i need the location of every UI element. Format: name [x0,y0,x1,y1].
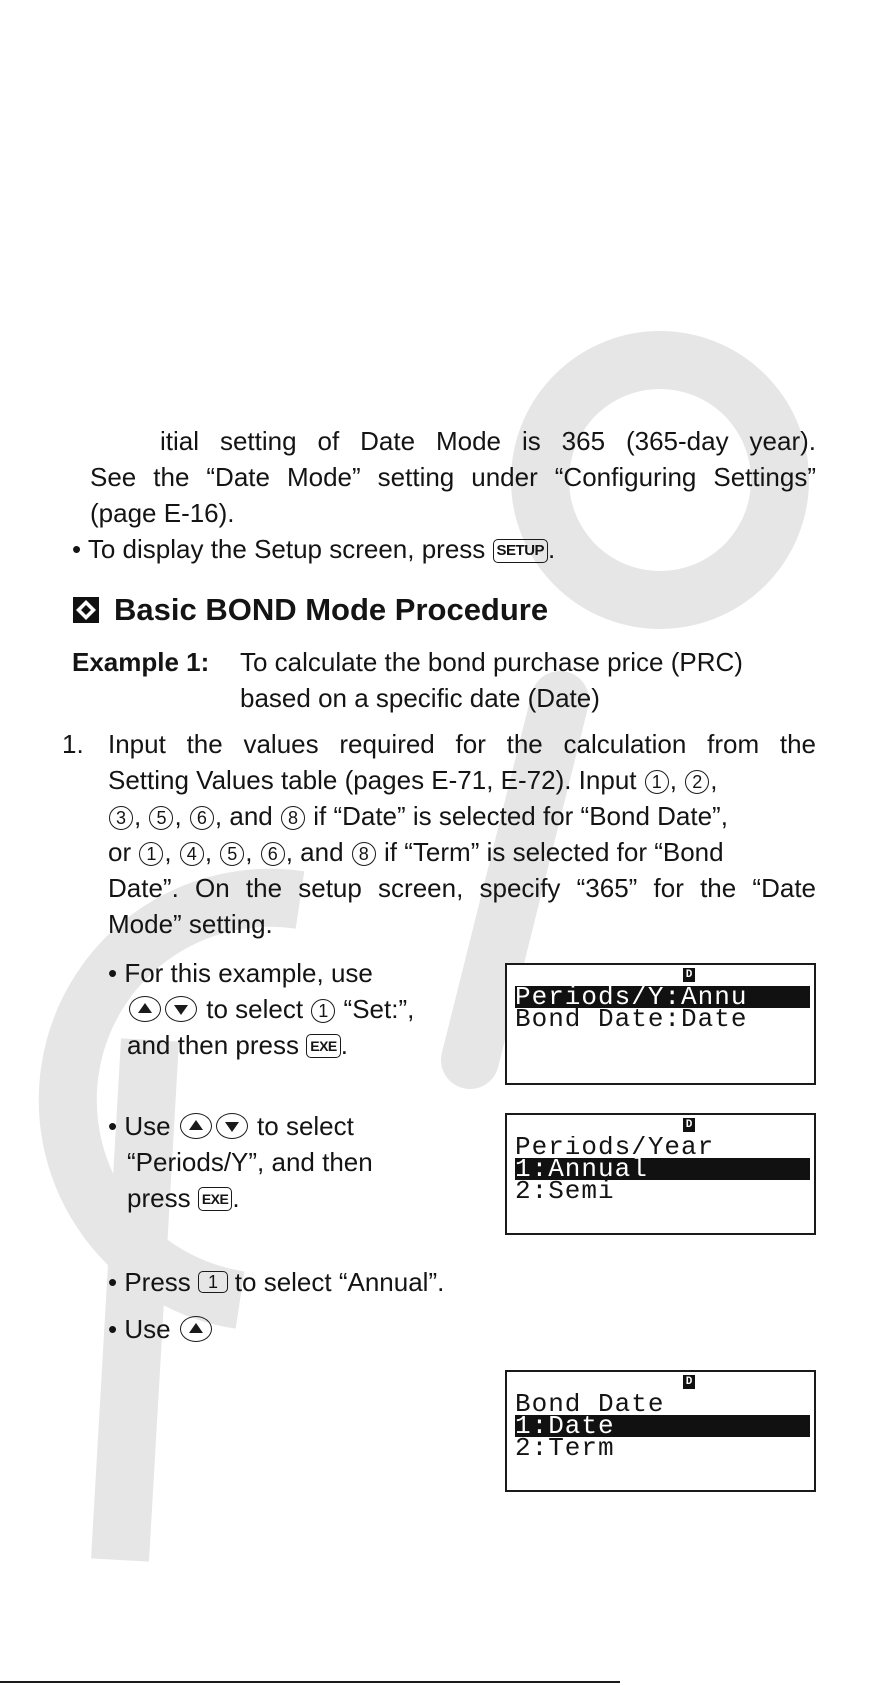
section-title: Basic BOND Mode Procedure [114,592,549,627]
lcd-row: Periods/Y:Annu [515,986,810,1008]
exe-key[interactable]: EXE [306,1034,341,1058]
circled-4: 4 [180,842,204,866]
key-1[interactable]: 1 [198,1271,228,1293]
circled-6: 6 [190,806,214,830]
up-arrow-key-icon[interactable] [180,1113,212,1139]
intro-line-3: (page E-16). [90,498,235,528]
step-1-line-5: Date”. On the setup screen, specify “365” for the “Date [108,873,816,903]
up-arrow-key-icon[interactable] [129,996,161,1022]
step-1-line-2: Setting Values table (pages E-71, E-72). Input 1 , 2 , [108,765,718,795]
lcd-screen-1 [505,963,816,1085]
example-label: Example 1: [72,647,210,677]
lcd-row: 1:Annual [515,1158,810,1180]
lcd-screen-2 [505,1113,816,1235]
bullet-1-line-3: and then press EXE . [127,1030,348,1060]
circled-8: 8 [281,806,305,830]
date-mode-indicator: D [683,1118,695,1132]
bullet-2-line-2: “Periods/Y”, and then [127,1147,373,1177]
bullet-2-line-3: press EXE . [127,1183,240,1213]
example-line-1: To calculate the bond purchase price (PRC) [240,647,743,677]
circled-5: 5 [149,806,173,830]
step-1-line-3: 3 , 5 , 6 , and 8 if “Date” is selected for “Bond Date”, [108,798,728,834]
bullet-2-line-1: • Use to select [108,1111,354,1141]
bullet-1-line-1: • For this example, use [108,958,373,988]
step-1-line-6: Mode” setting. [108,909,273,939]
lcd-row: Bond Date [515,1393,665,1415]
intro-line-2: See the “Date Mode” setting under “Configuring Settings” [90,462,816,492]
lcd-row: Bond Date:Date [515,1008,748,1030]
circled-6b: 6 [261,842,285,866]
section-heading [72,590,548,630]
bullet-1-line-2: to select 1 “Set:”, [127,991,414,1027]
section-marker-icon [72,596,100,624]
setup-bullet: • To display the Setup screen, press SETUP . [72,534,556,564]
date-mode-indicator: D [683,968,695,982]
exe-key[interactable]: EXE [198,1187,233,1211]
step-number: 1. [62,729,84,759]
lcd-row: 2:Term [515,1437,615,1459]
bullet-4: • Use [108,1311,214,1347]
circled-1b: 1 [139,842,163,866]
bullet-3: • Press 1 to select “Annual”. [108,1267,445,1297]
footer-rule [0,1681,620,1683]
step-1-line-4: or 1 , 4 , 5 , 6 , and 8 if “Term” is selected for “Bond [108,837,724,867]
example-line-2: based on a specific date (Date) [240,683,600,713]
up-arrow-key-icon[interactable] [180,1316,212,1342]
circled-2: 2 [685,770,709,794]
lcd-row: 1:Date [515,1415,810,1437]
down-arrow-key-icon[interactable] [216,1113,248,1139]
circled-8b: 8 [352,842,376,866]
circled-5b: 5 [220,842,244,866]
lcd-row: Periods/Year [515,1136,715,1158]
lcd-screen-3 [505,1370,816,1492]
setup-key[interactable]: SETUP [493,539,549,563]
down-arrow-key-icon[interactable] [165,996,197,1022]
circled-1-set: 1 [311,999,335,1023]
circled-1: 1 [645,770,669,794]
step-1-line-1: 1. Input the values required for the calculation from the [62,726,816,762]
intro-line-1: itial setting of Date Mode is 365 (365-day year). [160,426,816,456]
lcd-row: 2:Semi [515,1180,615,1202]
date-mode-indicator: D [683,1375,695,1389]
circled-3: 3 [109,806,133,830]
